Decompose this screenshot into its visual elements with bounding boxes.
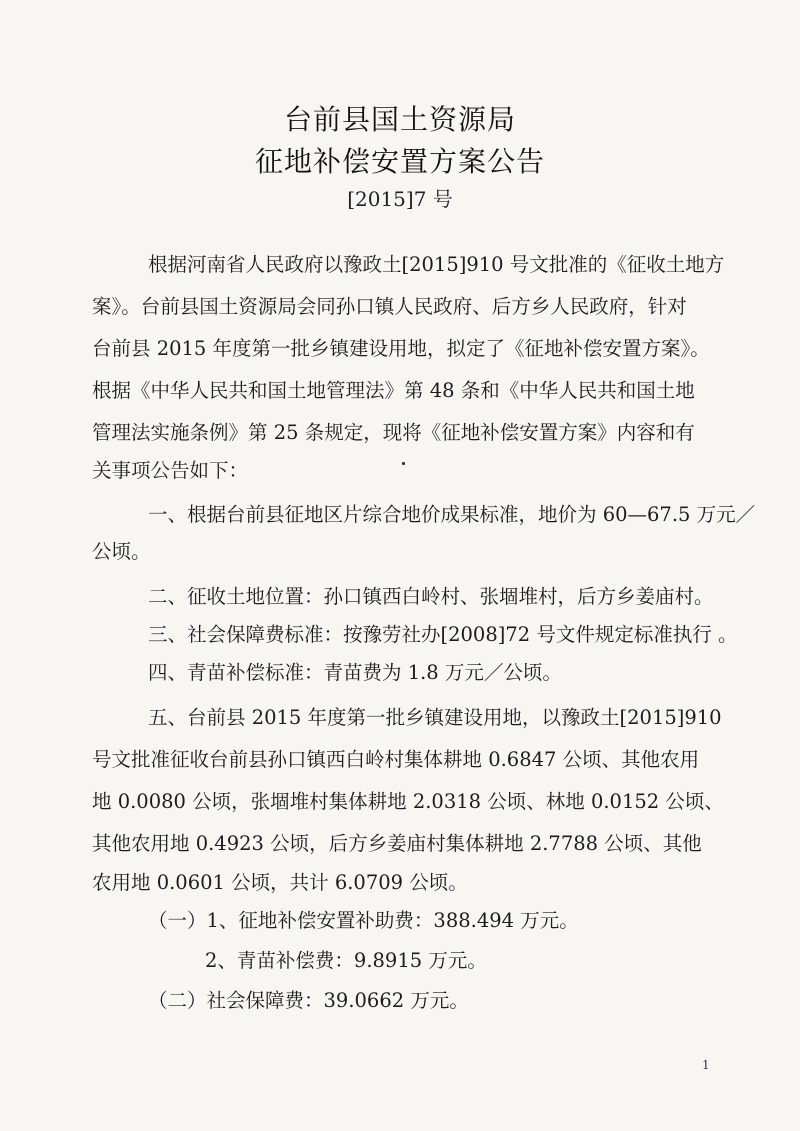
document-number: [2015]7 号 (347, 187, 453, 211)
body-line: 根据河南省人民政府以豫政土[2015]910 号文批准的《征收土地方 (148, 253, 725, 276)
body-line: 台前县 2015 年度第一批乡镇建设用地，拟定了《征地补偿安置方案》。 (92, 337, 710, 360)
body-line: 关事项公告如下： (92, 459, 249, 482)
body-line: （一）1、征地补偿安置补助费：388.494 万元。 (148, 909, 579, 932)
body-line: 农用地 0.0601 公顷，共计 6.0709 公顷。 (92, 871, 468, 894)
body-line: 管理法实施条例》第 25 条规定，现将《征地补偿安置方案》内容和有 (92, 421, 695, 444)
body-line: 公顷。 (92, 540, 151, 563)
body-line: （二）社会保障费：39.0662 万元。 (148, 989, 469, 1012)
body-line: 一、根据台前县征地区片综合地价成果标准，地价为 60—67.5 万元／ (148, 503, 756, 526)
scan-speck (402, 462, 405, 465)
body-line: 三、社会保障费标准：按豫劳社办[2008]72 号文件规定标准执行 。 (148, 623, 738, 646)
body-line: 根据《中华人民共和国土地管理法》第 48 条和《中华人民共和国土地 (92, 379, 695, 402)
body-line: 二、征收土地位置：孙口镇西白岭村、张堌堆村，后方乡姜庙村。 (148, 585, 714, 608)
body-line: 五、台前县 2015 年度第一批乡镇建设用地，以豫政土[2015]910 (148, 706, 722, 729)
page-number: 1 (702, 1058, 710, 1072)
title-line-1: 台前县国土资源局 (283, 103, 516, 136)
body-line: 地 0.0080 公顷，张堌堆村集体耕地 2.0318 公顷、林地 0.0152 公顷、 (92, 790, 724, 813)
body-line: 案》。台前县国土资源局会同孙口镇人民政府、后方乡人民政府，针对 (92, 295, 687, 318)
body-line: 2、青苗补偿费：9.8915 万元。 (205, 949, 487, 972)
body-line: 四、青苗补偿标准：青苗费为 1.8 万元／公顷。 (148, 661, 562, 684)
body-line: 号文批准征收台前县孙口镇西白岭村集体耕地 0.6847 公顷、其他农用 (92, 748, 700, 771)
title-line-2: 征地补偿安置方案公告 (254, 145, 545, 178)
body-line: 其他农用地 0.4923 公顷，后方乡姜庙村集体耕地 2.7788 公顷、其他 (92, 832, 702, 855)
